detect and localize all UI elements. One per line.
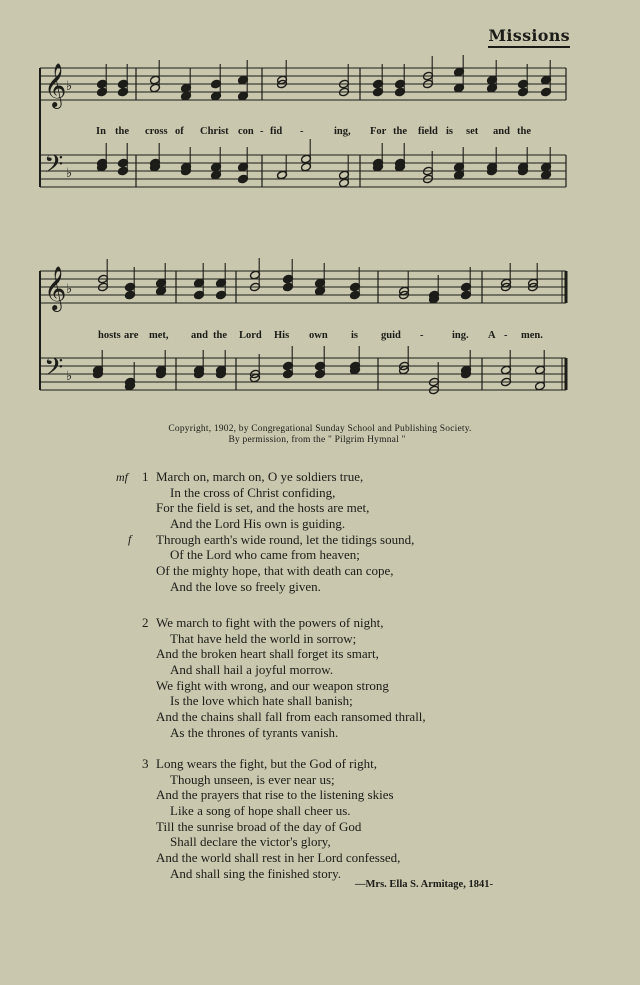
- lyric-word: the: [115, 126, 129, 137]
- lyric-word: fid: [270, 126, 283, 137]
- lyric-word: men.: [521, 330, 543, 341]
- verse-line: That have held the world in sorrow;: [170, 630, 357, 646]
- verse-line: And the world shall rest in her Lord confessed,: [156, 850, 401, 866]
- verse-line: As the thrones of tyrants vanish.: [170, 724, 339, 740]
- stanza-2: [142, 615, 426, 741]
- lyric-word: hosts: [98, 330, 121, 341]
- verse-line: In the cross of Christ confiding,: [170, 484, 336, 500]
- flat-icon: ♭: [66, 79, 73, 94]
- lyric-word: and: [191, 330, 208, 341]
- verse-line: March on, march on, O ye soldiers true,: [156, 469, 364, 484]
- stanza-number: 1: [142, 469, 149, 484]
- lyric-word: -: [504, 330, 508, 341]
- verse-line: And the Lord His own is guiding.: [170, 516, 346, 532]
- stanza-number: 2: [142, 615, 149, 630]
- lyric-word: ing,: [334, 126, 351, 137]
- lyric-word: the: [517, 126, 531, 137]
- verse-line: We fight with wrong, and our weapon strong: [156, 677, 389, 693]
- author-attribution: —Mrs. Ella S. Armitage, 1841-: [355, 879, 493, 890]
- copyright-line-2: By permission, from the " Pilgrim Hymnal ": [228, 435, 406, 445]
- lyric-word: con: [238, 126, 254, 137]
- lyric-word: own: [309, 330, 328, 341]
- verse-line: We march to fight with the powers of night,: [156, 615, 384, 630]
- flat-icon: ♭: [66, 166, 73, 181]
- flat-icon: ♭: [66, 369, 73, 384]
- flat-icon: ♭: [66, 282, 73, 297]
- verse-line: Through earth's wide round, let the tidings sound,: [156, 531, 415, 547]
- page-header: Missions: [488, 26, 570, 48]
- bass-clef-icon: 𝄢: [44, 150, 64, 185]
- lyric-word: of: [175, 126, 184, 137]
- lyric-word: cross: [145, 126, 168, 137]
- verse-line: And shall sing the finished story.: [170, 865, 342, 881]
- copyright-notice: [0, 424, 640, 446]
- verse-line: Of the Lord who came from heaven;: [170, 547, 360, 563]
- lyric-word: -: [420, 330, 424, 341]
- lyric-word: For: [370, 126, 387, 137]
- treble-clef-icon: 𝄞: [44, 266, 67, 310]
- lyric-word: A: [488, 330, 496, 341]
- verse-line: Of the mighty hope, that with death can cope,: [156, 563, 394, 579]
- verse-line: And the love so freely given.: [170, 578, 321, 594]
- stanza-3: [142, 756, 401, 882]
- dynamic-mf: mf: [116, 470, 128, 484]
- bass-clef-icon: 𝄢: [44, 353, 64, 388]
- stanza-1: [116, 469, 415, 595]
- verse-line: And the broken heart shall forget its smart,: [156, 646, 379, 662]
- verse-line: Till the sunrise broad of the day of God: [156, 818, 362, 834]
- verse-line: Though unseen, is ever near us;: [170, 771, 335, 787]
- lyric-word: guid: [381, 330, 401, 341]
- verse-line: And shall hail a joyful morrow.: [170, 662, 334, 678]
- lyric-word: -: [300, 126, 304, 137]
- lyric-word: ing.: [452, 330, 469, 341]
- verse-line: And the chains shall fall from each ransomed thrall,: [156, 709, 426, 725]
- verse-line: And the prayers that rise to the listening skies: [156, 787, 394, 803]
- verse-line: Shall declare the victor's glory,: [170, 834, 331, 850]
- lyric-word: the: [393, 126, 407, 137]
- stanza-number: 3: [142, 756, 149, 771]
- lyric-word: Christ: [200, 126, 229, 137]
- lyric-word: In: [96, 126, 106, 137]
- lyric-word: His: [274, 330, 290, 341]
- lyric-word: -: [260, 126, 264, 137]
- verse-line: Is the love which hate shall banish;: [170, 693, 353, 709]
- lyric-word: is: [446, 126, 454, 137]
- lyric-word: set: [466, 126, 479, 137]
- lyric-word: met,: [149, 330, 169, 341]
- lyric-word: and: [493, 126, 510, 137]
- verse-line: Like a song of hope shall cheer us.: [170, 803, 351, 819]
- treble-clef-icon: 𝄞: [44, 63, 67, 107]
- lyric-word: is: [351, 330, 359, 341]
- lyric-word: are: [124, 330, 139, 341]
- verse-line: For the field is set, and the hosts are met,: [156, 500, 370, 516]
- lyric-word: Lord: [239, 330, 262, 341]
- copyright-line-1: Copyright, 1902, by Congregational Sunday School and Publishing Society.: [168, 424, 472, 434]
- dynamic-f: f: [128, 531, 132, 546]
- lyric-word: field: [418, 126, 438, 137]
- lyric-word: the: [213, 330, 227, 341]
- verse-line: Long wears the fight, but the God of right,: [156, 756, 377, 771]
